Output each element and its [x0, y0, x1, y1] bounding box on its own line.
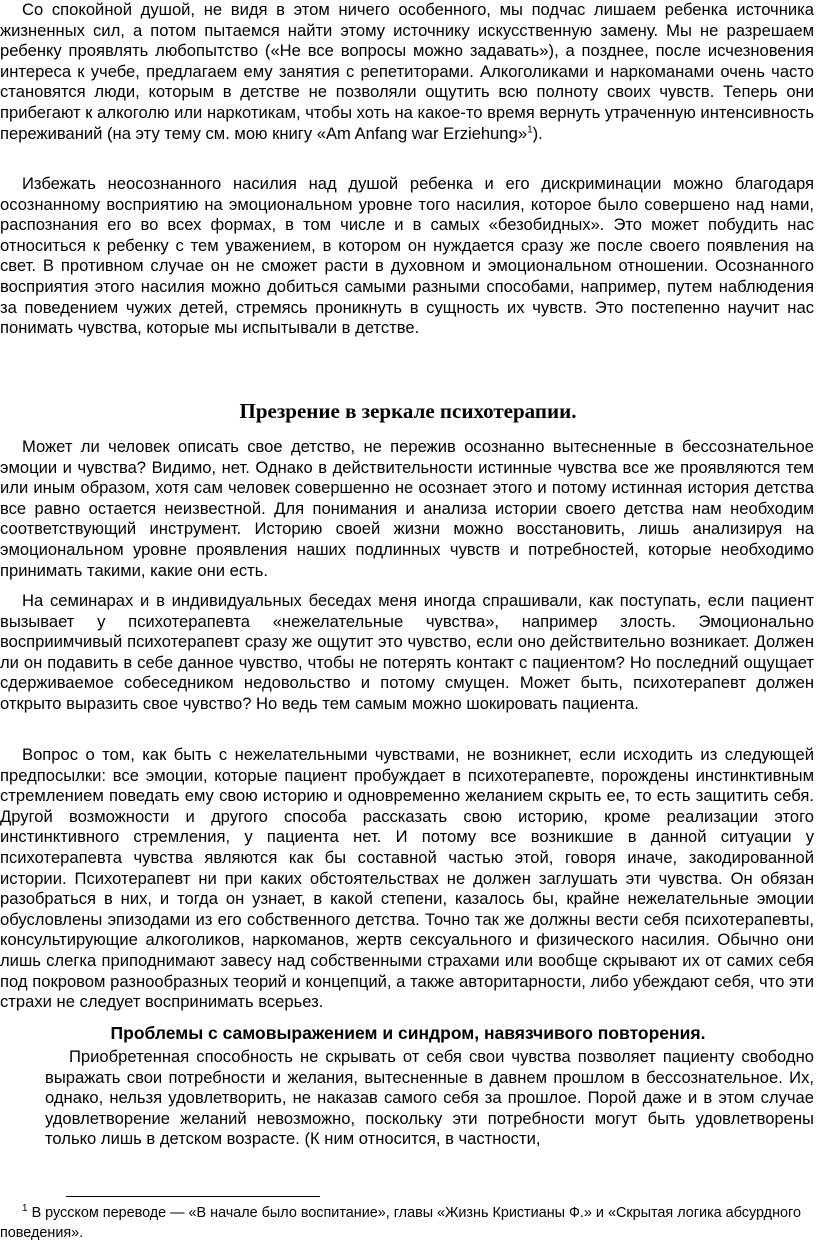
footnote-text: В русском переводе — «В начале было воспитание», главы «Жизнь Кристианы Ф.» и «Скрытая логика абсурдного поведения».: [0, 1205, 801, 1241]
paragraph-4-block: [0, 591, 816, 715]
paragraph-3-block: [0, 437, 816, 581]
paragraph-6-block: [45, 1047, 816, 1150]
footnote: [0, 1203, 816, 1243]
paragraph-1-text: Со спокойной душой, не видя в этом ничего особенного, мы подчас лишаем ребенка источника жизненных сил, а потом пытаемся найти этому источнику искусственную замену. Мы не разрешаем ребенку проявлять любопытство («Не все вопросы можно задавать»), а позднее, после исчезновения интереса к учебе, предлагаем ему занятия с репетиторами. Алкоголиками и наркоманами очень часто становятся люди, которым в детстве не позволяли ощутить всю полноту своих чувств. Теперь они прибегают к алкоголю или наркотикам, чтобы хоть на какое-то время вернуть утраченную интенсивность переживаний (на эту тему см. мою книгу «Am Anfang war Erziehung»: [0, 0, 814, 143]
footnote-body: [0, 1203, 816, 1243]
paragraph-3: Может ли человек описать свое детство, не пережив осознанно вытесненные в бессознательное эмоции и чувства? Видимо, нет. Однако в действительности истинные чувства все же проявляются тем или иным образом, хотя сам человек совершенно не осознает этого и потому истинная история детства все равно остается неизвестной. Для понимания и анализа истории своего детства нам необходим соответствующий инструмент. Историю своей жизни можно восстановить, лишь анализируя на эмоциональном уровне проявления наших подлинных чувств и потребностей, которые необходимо принимать такими, какие они есть.: [0, 437, 814, 580]
paragraph-6: Приобретенная способность не скрывать от себя свои чувства позволяет пациенту свободно выражать свои потребности и желания, вытесненные в давнем прошлом в бессознательное. Их, однако, нельзя удовлетворить, не наказав самого себя за прошлое. Порой даже и в этом случае удовлетворение желаний невозможно, поскольку эти потребности могут быть удовлетворены только лишь в детском возрасте. (К ним относится, в частности,: [45, 1047, 814, 1149]
paragraph-4: На семинарах и в индивидуальных беседах меня иногда спрашивали, как поступать, если пациент вызывает у психотерапевта «нежелательные чувства», например злость. Эмоционально восприимчивый психотерапевт сразу же ощутит это чувство, если оно действительно возникает. Должен ли он подавить в себе данное чувство, чтобы не потерять контакт с пациентом? Но последний ощущает сдерживаемое собеседником недовольство и потому смущен. Может быть, психотерапевт должен открыто выразить свое чувство? Но ведь тем самым можно шокировать пациента.: [0, 591, 814, 713]
paragraph-2-block: [0, 174, 816, 339]
paragraph-1: [0, 0, 816, 144]
section-heading-contempt: Презрение в зеркале психотерапии.: [239, 399, 577, 423]
footnote-reference[interactable]: 1: [527, 124, 533, 136]
paragraph-1-block: [0, 0, 816, 144]
paragraph-5: Вопрос о том, как быть с нежелательными чувствами, не возникнет, если исходить из следующей предпосылки: все эмоции, которые пациент пробуждает в психотерапевте, порождены инстинктивным стремлением поведать ему свою историю и одновременно желанием скрыть ее, то есть защитить себя. Другой возможности и другого способа рассказать свою историю, кроме реализации этого инстинктивного стремления, у пациента нет. И потому все возникшие в данной ситуации у психотерапевта чувства являются как бы составной частью этой, говоря иначе, закодированной истории. Психотерапевт ни при каких обстоятельствах не должен заглушать эти чувства. Он обязан разобраться в них, и тогда он узнает, в какой степени, казалось бы, крайне нежелательные эмоции обусловлены эпизодами из его собственного детства. Точно так же должны вести себя психотерапевты, консультирующие алкоголиков, наркоманов, жертв сексуального и физического насилия. Обычно они лишь слегка приподнимают завесу над собственными страхами или вообще скрывают их от самих себя под покровом разнообразных теорий и концепций, а также авторитарности, либо убеждают себя, что эти страхи не следует воспринимать всерьез.: [0, 745, 814, 1012]
footnote-mark: 1: [22, 1203, 28, 1215]
paragraph-2: Избежать неосознанного насилия над душой ребенка и его дискриминации можно благодаря осознанному восприятию на эмоциональном уровне того насилия, которое было совершено над нами, распознания его во всех формах, в том числе и в самых «безобидных». Это может побудить нас относиться к ребенку с тем уважением, в котором он нуждается сразу же после своего появления на свет. В противном случае он не сможет расти в духовном и эмоциональном отношении. Осознанного восприятия этого насилия можно добиться самыми разными способами, например, путем наблюдения за поведением чужих детей, стремясь проникнуть в сущность их чувств. Это постепенно научит нас понимать чувства, которые мы испытывали в детстве.: [0, 174, 814, 338]
footnote-divider: [66, 1196, 320, 1197]
paragraph-5-block: [0, 745, 816, 1013]
paragraph-1-end: ).: [532, 123, 543, 143]
section-heading-self-expression: Проблемы с самовыражением и синдром, навязчивого повторения.: [110, 1023, 706, 1043]
